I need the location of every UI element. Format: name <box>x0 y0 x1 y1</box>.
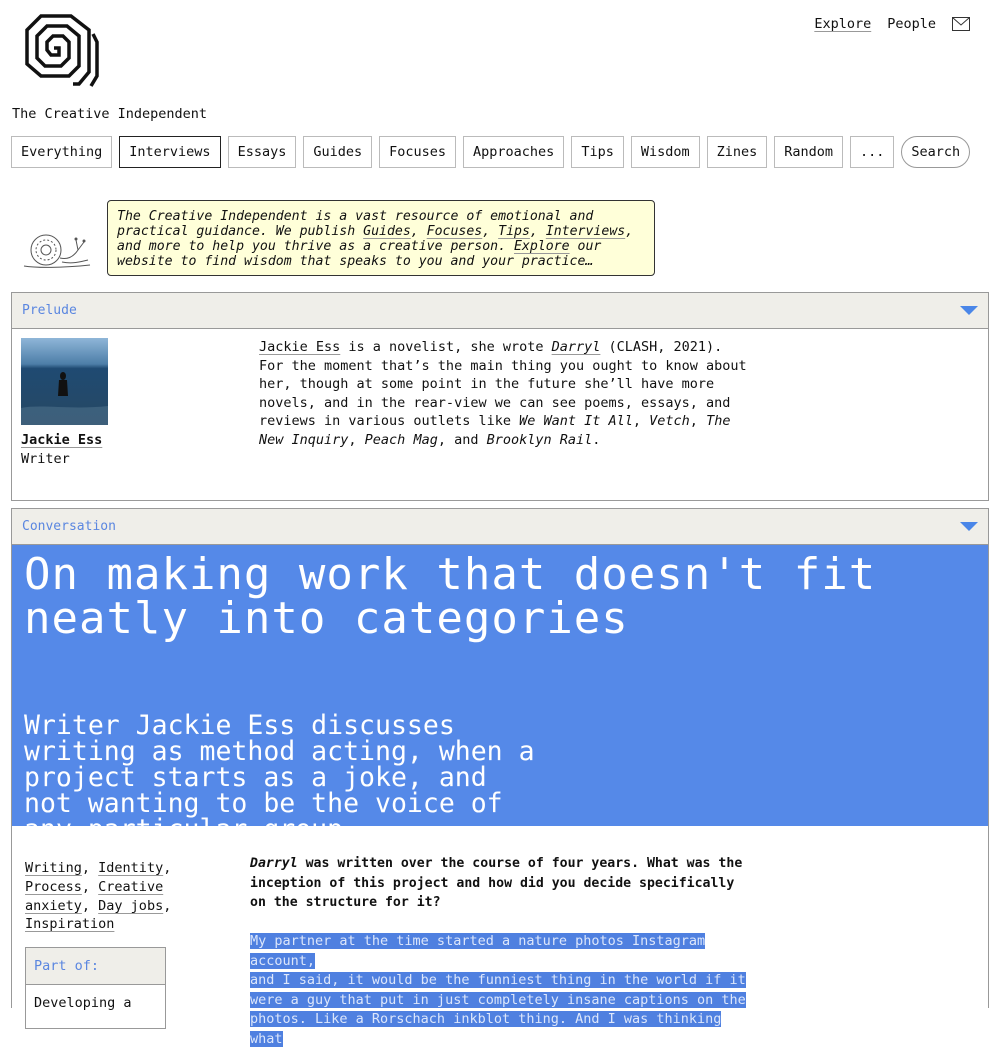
spiral-logo-icon[interactable] <box>11 12 99 92</box>
article-subtitle: Writer Jackie Ess discusses writing as method acting, when a project starts as a joke, and not wanting to be the voice of any particular group. <box>24 710 535 845</box>
tag-link[interactable]: Day jobs <box>98 897 164 914</box>
category-more-button[interactable]: ... <box>850 136 894 168</box>
person-photo <box>21 338 108 425</box>
answer-line: My partner at the time started a nature photos Instagram account, <box>250 933 706 969</box>
nav-explore[interactable]: Explore <box>814 16 872 32</box>
interview-answer[interactable] <box>250 932 750 1050</box>
category-everything[interactable]: Everything <box>11 136 112 168</box>
category-random[interactable]: Random <box>774 136 843 168</box>
tag-link[interactable]: Inspiration <box>25 916 115 933</box>
answer-line: and I said, it would be the funniest thing in the world if it <box>250 972 746 989</box>
nav-people[interactable]: People <box>887 16 936 32</box>
tag-link[interactable]: Writing <box>25 860 82 876</box>
category-wisdom[interactable]: Wisdom <box>631 136 700 168</box>
article-hero <box>12 545 988 845</box>
category-nav <box>11 136 970 168</box>
link-focuses[interactable]: Focuses <box>426 224 483 239</box>
search-button[interactable]: Search <box>901 136 970 168</box>
tag-link[interactable]: Identity <box>98 860 164 876</box>
part-of-box <box>25 947 166 1029</box>
category-zines[interactable]: Zines <box>707 136 768 168</box>
conversation-heading: Conversation <box>22 519 116 534</box>
link-tips[interactable]: Tips <box>498 224 530 239</box>
top-nav <box>814 16 970 32</box>
article-title: On making work that doesn't fit neatly into categories <box>24 549 877 644</box>
category-tips[interactable]: Tips <box>571 136 624 168</box>
prelude-header[interactable] <box>12 293 988 329</box>
category-interviews[interactable]: Interviews <box>119 136 220 168</box>
tag-link[interactable]: Creative anxiety <box>25 878 164 914</box>
prelude-panel <box>11 292 989 501</box>
mail-icon[interactable] <box>952 17 970 31</box>
part-of-item[interactable]: Developing a <box>34 995 132 1011</box>
intro-callout: The Creative Independent is a vast resource of emotional and practical guidance. We publish Guides, Focuses, Tips, Interviews, and more to help you thrive as a creative person. Explore our website to find wisdom that speaks to you and your practice… <box>107 200 655 276</box>
site-name[interactable]: The Creative Independent <box>12 106 208 122</box>
interview-question: Darryl was written over the course of four years. What was the inception of this project and how did you decide specifically on the structure for it? <box>250 856 743 911</box>
conversation-header[interactable] <box>12 509 988 545</box>
link-guides[interactable]: Guides <box>363 224 411 239</box>
person-role: Writer <box>21 451 70 467</box>
bio-name-link[interactable]: Jackie Ess <box>259 339 341 355</box>
collapse-triangle-icon[interactable] <box>960 306 978 315</box>
link-interviews[interactable]: Interviews <box>545 224 626 239</box>
category-guides[interactable]: Guides <box>303 136 372 168</box>
answer-line: photos. Like a Rorschach inkblot thing. And I was thinking what <box>250 1011 722 1047</box>
person-bio: Jackie Ess is a novelist, she wrote Darryl (CLASH, 2021). For the moment that’s the main thing you ought to know about her, though at some point in the future she’ll have more novels, and in the rear-view we can see poems, essays, and reviews in various outlets like We Want It All, Vetch, The New Inquiry, Peach Mag, and Brooklyn Rail. <box>259 339 747 448</box>
person-name[interactable]: Jackie Ess <box>21 432 103 448</box>
snail-icon <box>22 230 94 272</box>
tag-link[interactable]: Process <box>25 878 82 895</box>
conversation-panel <box>11 508 989 1047</box>
category-essays[interactable]: Essays <box>228 136 297 168</box>
prelude-heading: Prelude <box>22 303 77 318</box>
tag-list: Writing, Identity, Process, Creative anxiety, Day jobs, Inspiration <box>25 860 172 933</box>
part-of-heading: Part of: <box>26 948 165 985</box>
answer-line: were a guy that put in just completely insane captions on the <box>250 991 746 1008</box>
collapse-triangle-icon[interactable] <box>960 522 978 531</box>
category-approaches[interactable]: Approaches <box>463 136 564 168</box>
category-focuses[interactable]: Focuses <box>379 136 456 168</box>
link-explore[interactable]: Explore <box>513 239 570 254</box>
